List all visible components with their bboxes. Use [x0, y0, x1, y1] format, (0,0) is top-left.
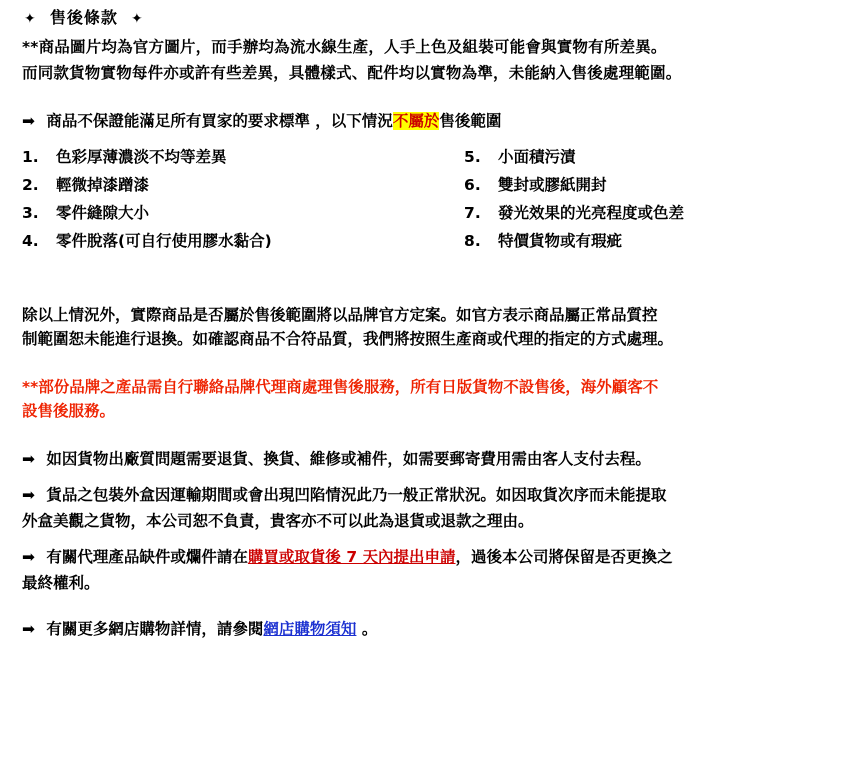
- item-number: 8.: [464, 231, 481, 250]
- policy-line-1: 除以上情況外，實際商品是否屬於售後範圍將以品牌官方定案。如官方表示商品屬正常品質控: [22, 305, 658, 324]
- arrow-right-icon: ➡: [22, 111, 35, 130]
- bullet-missing-parts: [22, 545, 850, 569]
- item-number: 3.: [22, 203, 39, 222]
- table-row: [22, 143, 850, 171]
- bullet-packaging: [22, 483, 850, 507]
- item-text: 輕微掉漆蹭漆: [56, 175, 150, 194]
- item-number: 4.: [22, 231, 39, 250]
- page-title: [24, 6, 850, 31]
- red-notice-line-1: **部份品牌之產品需自行聯絡品牌代理商處理售後服務，所有日版貨物不設售後，海外顧客不: [22, 377, 659, 396]
- item-text: 零件脫落(可自行使用膠水黏合): [56, 231, 272, 250]
- policy-paragraph: [22, 303, 850, 351]
- page-title-text: 售後條款: [49, 8, 118, 27]
- arrow-right-icon: ➡: [22, 449, 35, 468]
- bullet-shipping: [22, 447, 850, 471]
- claim-period-link[interactable]: 購買或取貨後 7 天內提出申請: [247, 548, 456, 567]
- bullet-shop-notice-before: 有關更多網店購物詳情，請參閱: [46, 620, 264, 639]
- item-number: 7.: [464, 203, 481, 222]
- notice-highlight: 不屬於: [392, 111, 440, 130]
- item-number: 6.: [464, 175, 481, 194]
- bullet-shop-notice: [22, 617, 850, 641]
- arrow-right-icon: ➡: [22, 620, 35, 639]
- shop-notice-link[interactable]: 網店購物須知: [263, 620, 357, 639]
- notice-before-text: 商品不保證能滿足所有買家的要求標準 ，以下情況: [46, 111, 393, 130]
- intro-line-2: 而同款貨物實物每件亦或許有些差異，具體樣式、配件均以實物為準，未能納入售後處理範圍。: [22, 63, 682, 82]
- item-text: 色彩厚薄濃淡不均等差異: [56, 147, 227, 166]
- arrow-right-icon: ➡: [22, 548, 35, 567]
- exclusion-items-table: [22, 143, 850, 255]
- bullet-packaging-text-2: 外盒美觀之貨物，本公司恕不負責，貴客亦不可以此為退貨或退款之理由。: [22, 512, 534, 530]
- diamond-icon-right: ✦: [131, 11, 144, 27]
- bullet-packaging-line2: [22, 509, 850, 533]
- bullet-packaging-text-1: 貨品之包裝外盒因運輸期間或會出現凹陷情況此乃一般正常狀況。如因取貨次序而未能提取: [46, 485, 667, 504]
- intro-paragraph: [22, 35, 850, 85]
- notice-line: [22, 109, 850, 133]
- item-text: 發光效果的光亮程度或色差: [498, 203, 685, 222]
- bullet-missing-parts-text-2: 最終權利。: [22, 574, 100, 593]
- red-notice-paragraph: [22, 375, 850, 423]
- bullet-shop-notice-after: 。: [361, 620, 378, 639]
- item-text: 零件縫隙大小: [56, 203, 150, 222]
- item-number: 5.: [464, 147, 481, 166]
- item-text: 特價貨物或有瑕疵: [498, 231, 623, 250]
- diamond-icon-left: ✦: [24, 11, 37, 27]
- intro-line-1: **商品圖片均為官方圖片，而手辦均為流水線生產，人手上色及組裝可能會與實物有所差異。: [22, 37, 667, 56]
- red-notice-line-2: 設售後服務。: [22, 401, 116, 420]
- bullet-missing-parts-line2: [22, 571, 850, 595]
- item-text: 雙封或膠紙開封: [498, 175, 607, 194]
- arrow-right-icon: ➡: [22, 485, 35, 504]
- table-row: [22, 199, 850, 227]
- notice-after-text: 售後範圍: [439, 111, 502, 130]
- item-number: 2.: [22, 175, 39, 194]
- bullet-missing-parts-after: ，過後本公司將保留是否更換之: [455, 548, 673, 567]
- item-text: 小面積污漬: [498, 147, 576, 166]
- item-number: 1.: [22, 147, 39, 166]
- bullet-shipping-text: 如因貨物出廠質問題需要退貨、換貨、維修或補件，如需要郵寄費用需由客人支付去程。: [46, 449, 651, 468]
- policy-line-2: 制範圍恕未能進行退換。如確認商品不合符品質，我們將按照生產商或代理的指定的方式處理。: [22, 329, 674, 348]
- table-row: [22, 171, 850, 199]
- table-row: [22, 227, 850, 255]
- bullet-missing-parts-before: 有關代理產品缺件或爛件請在: [46, 548, 248, 567]
